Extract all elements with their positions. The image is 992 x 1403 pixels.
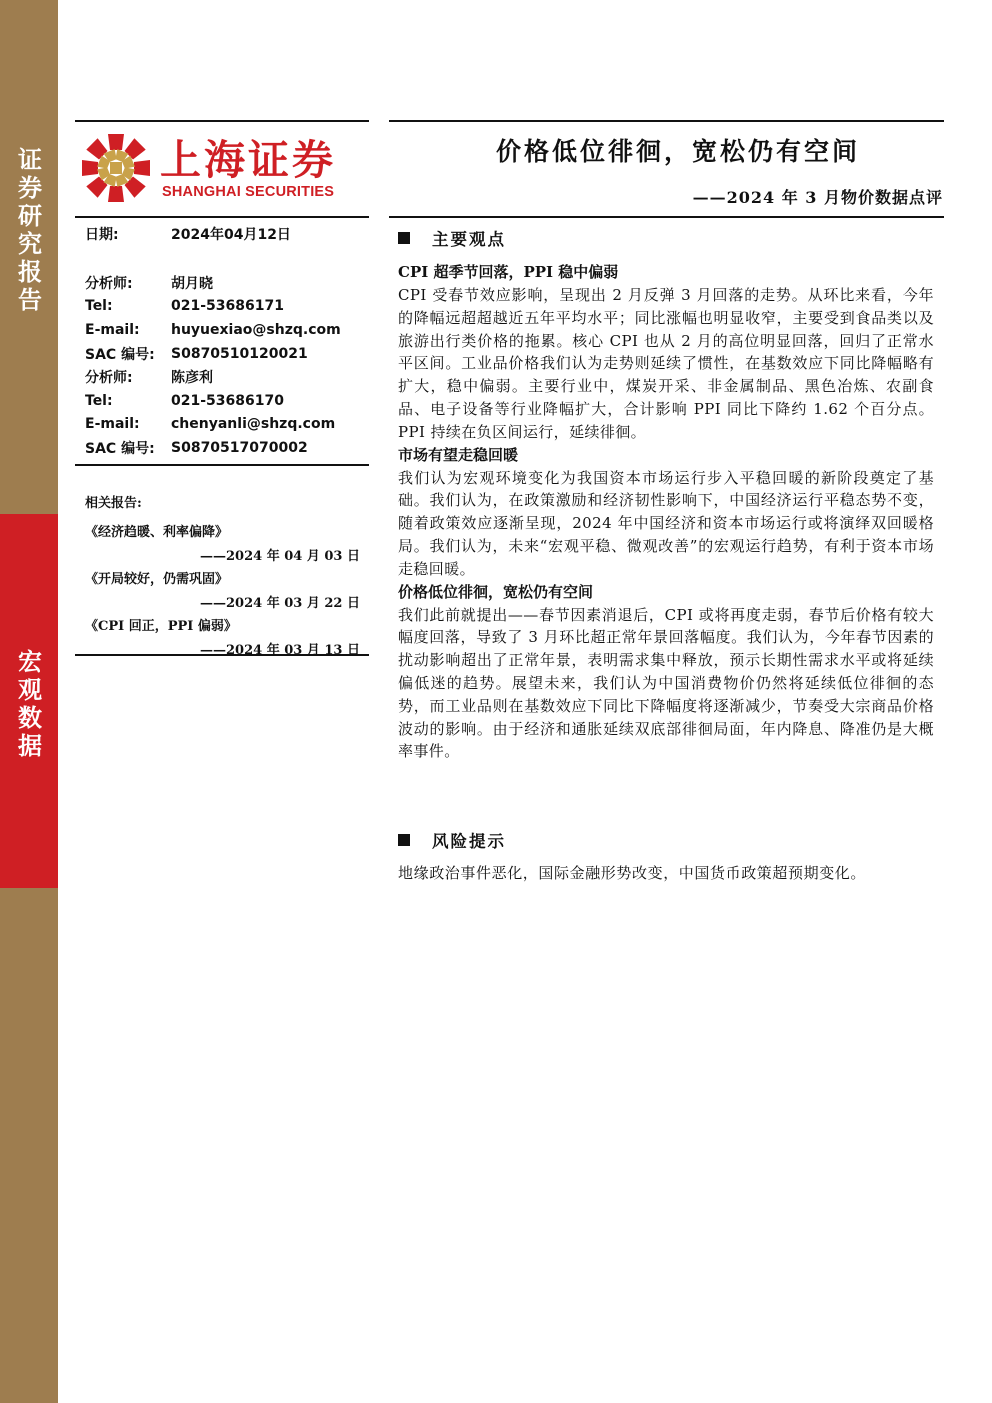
risk-heading-text: 风险提示 [432,832,506,851]
analyst-name: 胡月晓 [171,275,213,292]
date-label: 日期: [85,226,119,243]
section-body: 我们认为宏观环境变化为我国资本市场运行步入平稳回暖的新阶段奠定了基础。我们认为，在政策激励和经济韧性影响下，中国经济运行平稳态势不变，随着政策效应逐渐呈现，2024 年中国经济和资本市场运行或将演绎双回暖格局。我们认为，未来“宏观平稳、微观改善”的宏观运行趋势，有利于资本市场走稳回暖。 [398,468,934,578]
sac-label: SAC 编号: [85,440,155,457]
left-header-rule [75,216,369,218]
square-bullet-icon [398,232,410,244]
date-block [85,222,375,246]
analyst-label: 分析师: [85,275,133,292]
shanghai-securities-logo-icon [80,132,152,204]
risk-heading [398,828,506,852]
right-top-rule [389,120,944,122]
risk-body: 地缘政治事件恶化，国际金融形势改变，中国货币政策超预期变化。 [398,864,867,882]
related-reports [85,492,360,662]
report-date: 2024年04月12日 [171,226,291,243]
report-subtitle: ——2024 年 3 月物价数据点评 [692,188,943,207]
section-title: CPI 超季节回落，PPI 稳中偏弱 [398,263,619,281]
brand-name-cn: 上海证券 [160,136,336,184]
brand-name-en: SHANGHAI SECURITIES [162,184,335,200]
related-report-title[interactable]: 《经济趋暖、利率偏降》 [85,525,229,540]
related-report-date: ——2024 年 03 月 22 日 [200,595,360,611]
report-title: 价格低位徘徊，宽松仍有空间 [495,137,860,166]
section-title: 价格低位徘徊，宽松仍有空间 [398,582,594,601]
related-report-date: ——2024 年 04 月 03 日 [200,548,360,564]
info-divider [75,464,369,466]
related-heading: 相关报告: [85,496,142,511]
analyst-email[interactable]: huyuexiao@shzq.com [171,321,341,338]
analyst-name: 陈彦利 [171,370,213,387]
left-top-rule [75,120,369,122]
section-body: 我们此前就提出——春节因素消退后，CPI 或将再度走弱，春节后价格有较大幅度回落，导致了 3 月环比超正常年景回落幅度。我们认为，今年春节因素的扰动影响超出了正常年景，表明需求集中释放，预示长期性需求水平或将延续偏低迷的趋势。展望未来，我们认为中国消费物价仍然将延续低位徘徊的态势，而工业品则在基数效应下同比下降幅度将逐渐减少，节奏受大宗商品价格波动的影响。由于经济和通胀延续双底部徘徊局面，年内降息、降准仍是大概率事件。 [398,605,934,761]
analyst-block [85,271,375,460]
sidebar-category-top: 证券研究报告 [18,146,42,314]
main-body [398,261,934,763]
main-heading [398,226,506,250]
sac-label: SAC 编号: [85,346,155,363]
square-bullet-icon [398,834,410,846]
analyst-tel: 021-53686170 [171,392,284,409]
analyst-label: 分析师: [85,370,133,387]
related-report-date: ——2024 年 03 月 13 日 [200,642,360,658]
email-label: E-mail: [85,416,140,433]
related-report-title[interactable]: 《开局较好，仍需巩固》 [85,572,229,587]
tel-label: Tel: [85,392,113,409]
section-body: CPI 受春节效应影响，呈现出 2 月反弹 3 月回落的走势。从环比来看，今年的降幅远超超越近五年平均水平；同比涨幅也明显收窄，主要受到食品类以及旅游出行类价格的拖累。核心 CPI 也从 2 月的高位明显回落，回归了正常水平区间。工业品价格我们认为走势则延续了惯性，在基数效应下同比降幅略有扩大，稳中偏弱。主要行业中，煤炭开采、非金属制品、黑色冶炼、农副食品、电子设备等行业降幅扩大，合计影响 PPI 同比下降约 1.62 个百分点。PPI 持续在负区间运行，延续徘徊。 [398,286,934,441]
related-report-title[interactable]: 《CPI 回正，PPI 偏弱》 [85,619,237,634]
analyst-tel: 021-53686171 [171,298,284,315]
analyst-sac: S0870517070002 [171,439,308,456]
section-title: 市场有望走稳回暖 [398,445,519,464]
analyst-email[interactable]: chenyanli@shzq.com [171,416,336,433]
main-heading-text: 主要观点 [432,230,506,249]
email-label: E-mail: [85,321,140,338]
right-header-rule [389,216,944,218]
tel-label: Tel: [85,298,113,315]
analyst-sac: S0870510120021 [171,345,308,362]
sidebar-category-mid: 宏观数据 [18,648,42,760]
